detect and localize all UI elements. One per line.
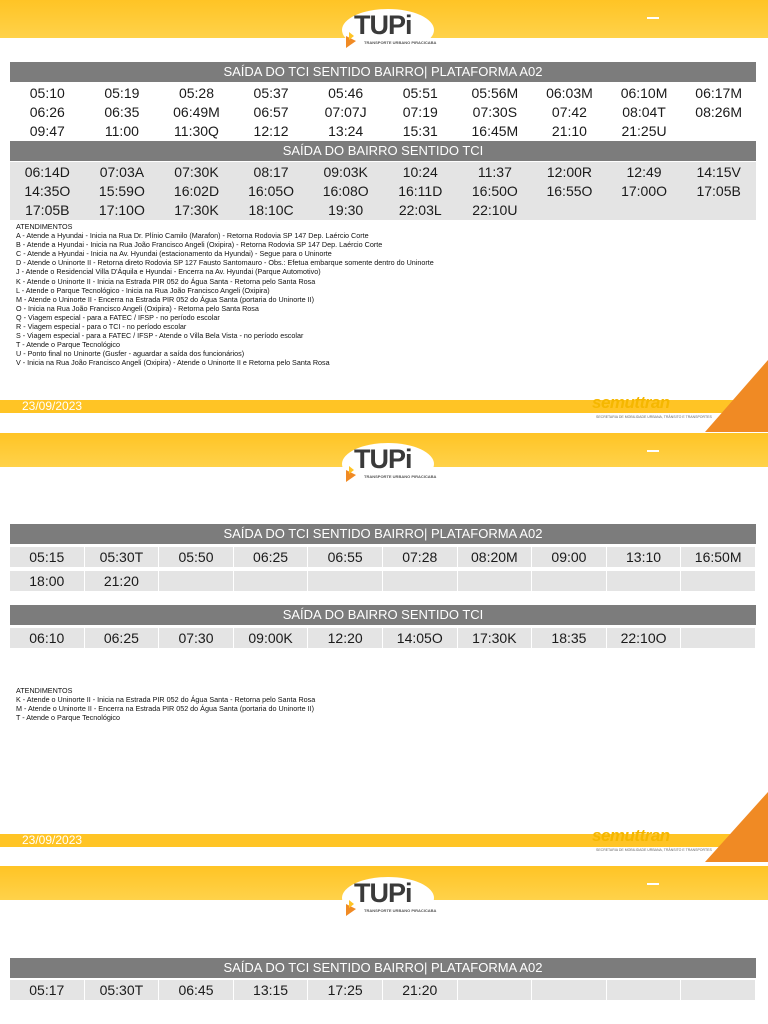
departure-time: 17:30K [174, 202, 219, 218]
note-line: J - Atende o Residencial Villa D'Áquila e Hyundai - Encerra na Av. Hyundai (Parque Automotivo) [16, 267, 321, 277]
departure-time: 08:17 [253, 164, 289, 180]
departure-time: 19:30 [328, 202, 364, 218]
departure-time: 07:19 [402, 104, 438, 120]
note-line: K - Atende o Uninorte II - Inicia na Estrada PIR 052 do Água Santa - Retorna pelo Santa Rosa [16, 276, 316, 286]
departure-time [234, 571, 309, 591]
departure-time: 12:12 [253, 123, 289, 139]
departure-time: 06:10 [10, 628, 85, 648]
departure-time: 18:35 [532, 628, 607, 648]
footer-date: 23/09/2023 [22, 399, 83, 413]
departure-time: 16:02D [173, 183, 220, 199]
departure-time: 14:15V [696, 164, 741, 180]
departure-time: 21:20 [85, 571, 160, 591]
departure-time: 05:15 [10, 547, 85, 567]
departure-time: 09:03K [323, 164, 368, 180]
departure-time: 05:28 [178, 85, 214, 101]
departure-time: 09:00K [234, 628, 309, 648]
departure-time: 06:25 [234, 547, 309, 567]
departure-time: 16:05O [248, 183, 295, 199]
departure-time: 07:28 [383, 547, 458, 567]
semuttran-tagline: SECRETARIA DE MOBILIDADE URBANA, TRÂNSITO E TRANSPORTES [596, 848, 712, 852]
header-dash [647, 450, 659, 452]
logo-text: TUPi [354, 10, 412, 40]
departure-time: 06:45 [159, 980, 234, 1000]
outbound-title: SAÍDA DO TCI SENTIDO BAIRRO| PLATAFORMA A02 [10, 62, 756, 82]
timetable-row [10, 200, 756, 220]
departure-time: 06:49M [173, 104, 220, 120]
departure-time [532, 571, 607, 591]
departure-time: 13:10 [607, 547, 682, 567]
semuttran-tagline: SECRETARIA DE MOBILIDADE URBANA, TRÂNSITO E TRANSPORTES [596, 415, 712, 419]
outbound-title: SAÍDA DO TCI SENTIDO BAIRRO| PLATAFORMA A02 [10, 524, 756, 544]
timetable-row [10, 102, 756, 122]
timetable-row [10, 980, 756, 1000]
departure-time: 18:10C [248, 202, 294, 218]
departure-time: 06:55 [308, 547, 383, 567]
departure-time: 14:35O [24, 183, 71, 199]
departure-time: 11:30Q [174, 123, 219, 139]
departure-time [532, 980, 607, 1000]
header-dash [647, 17, 659, 19]
departure-time: 07:42 [551, 104, 587, 120]
departure-time: 05:37 [253, 85, 289, 101]
departure-time: 16:50M [681, 547, 756, 567]
note-line: T - Atende o Parque Tecnológico [16, 713, 121, 723]
departure-time: 08:20M [458, 547, 533, 567]
timetable-row [10, 181, 756, 201]
departure-time: 06:17M [695, 85, 742, 101]
note-line: Q - Viagem especial - para a FATEC / IFSP - no período escolar [16, 312, 220, 322]
departure-time: 22:03L [398, 202, 442, 218]
departure-time: 14:05O [383, 628, 458, 648]
departure-time [681, 571, 756, 591]
departure-time: 06:26 [29, 104, 65, 120]
departure-time: 05:19 [104, 85, 140, 101]
departure-time [681, 121, 756, 141]
departure-time [607, 980, 682, 1000]
note-line: D - Atende o Uninorte II - Retorna direto Rodovia SP 127 Fausto Santomauro - Obs.: Efetua embarque somente dentro do Uninorte [16, 258, 434, 268]
semuttran-logo: semuttran [592, 393, 670, 412]
timetable-row [10, 547, 756, 567]
logo-tagline: TRANSPORTE URBANO PIRACICABA [364, 40, 437, 45]
departure-time: 05:50 [159, 547, 234, 567]
note-line: ATENDIMENTOS [16, 686, 73, 695]
timetable-row [10, 628, 756, 648]
departure-time: 10:24 [402, 164, 438, 180]
departure-time: 16:11D [398, 183, 443, 199]
departure-time: 11:37 [477, 164, 512, 180]
departure-time [383, 571, 458, 591]
orange-corner-icon [700, 360, 768, 432]
tupi-logo [340, 8, 436, 58]
note-line: M - Atende o Uninorte II - Encerra na Estrada PIR 052 do Água Santa (portaria do Uninorte II) [16, 704, 315, 714]
departure-time: 16:08O [322, 183, 369, 199]
departure-time: 05:10 [29, 85, 65, 101]
departure-time: 13:15 [234, 980, 309, 1000]
departure-time: 06:03M [546, 85, 593, 101]
departure-time: 06:14D [24, 164, 70, 180]
departure-time: 12:20 [308, 628, 383, 648]
timetable-row [10, 83, 756, 103]
notes [16, 686, 315, 722]
departure-time: 08:26M [695, 104, 742, 120]
departure-time: 05:46 [328, 85, 364, 101]
departure-time [532, 200, 607, 220]
note-line: M - Atende o Uninorte II - Encerra na Estrada PIR 052 do Água Santa (portaria do Uninorte II) [16, 294, 315, 304]
departure-time: 13:24 [328, 123, 364, 139]
departure-time: 07:30 [159, 628, 234, 648]
departure-time [681, 980, 756, 1000]
departure-time: 15:59O [98, 183, 145, 199]
departure-time: 21:20 [383, 980, 458, 1000]
departure-time: 21:10 [551, 123, 587, 139]
departure-time: 05:17 [10, 980, 85, 1000]
departure-time [458, 571, 533, 591]
departure-time: 17:05B [696, 183, 741, 199]
departure-time [458, 980, 533, 1000]
departure-time: 12:00R [546, 164, 593, 180]
departure-time: 22:10O [607, 628, 682, 648]
notes [16, 222, 434, 368]
departure-time: 16:50O [471, 183, 518, 199]
departure-time: 15:31 [402, 123, 438, 139]
outbound-title: SAÍDA DO TCI SENTIDO BAIRRO| PLATAFORMA A02 [10, 958, 756, 978]
departure-time: 18:00 [10, 571, 85, 591]
note-line: K - Atende o Uninorte II - Inicia na Estrada PIR 052 do Água Santa - Retorna pelo Santa Rosa [16, 695, 316, 705]
logo-tagline: TRANSPORTE URBANO PIRACICABA [364, 474, 437, 479]
departure-time: 06:35 [104, 104, 140, 120]
departure-time: 05:51 [402, 85, 438, 101]
timetable-row [10, 121, 756, 141]
note-line: B - Atende a Hyundai - Inicia na Rua João Francisco Angeli (Oxipira) - Retorna Rodovia SP 147 Dep. Laércio Corte [16, 240, 383, 250]
departure-time: 07:30S [472, 104, 518, 120]
departure-time: 11:00 [104, 123, 139, 139]
departure-time: 08:04T [622, 104, 666, 120]
departure-time: 22:10U [472, 202, 518, 218]
departure-time: 05:30T [85, 547, 160, 567]
departure-time [607, 571, 682, 591]
departure-time [159, 571, 234, 591]
inbound-title: SAÍDA DO BAIRRO SENTIDO TCI [10, 141, 756, 161]
departure-time: 17:10O [98, 202, 145, 218]
departure-time [681, 200, 756, 220]
logo-text: TUPi [354, 878, 412, 908]
departure-time: 09:47 [29, 123, 65, 139]
timetable-row [10, 571, 756, 591]
departure-time [681, 628, 756, 648]
inbound-title: SAÍDA DO BAIRRO SENTIDO TCI [10, 605, 756, 625]
footer-date: 23/09/2023 [22, 833, 83, 847]
note-line: T - Atende o Parque Tecnológico [16, 340, 121, 350]
header-dash [647, 883, 659, 885]
departure-time: 12:49 [626, 164, 662, 180]
semuttran-logo: semuttran [592, 826, 670, 845]
departure-time: 17:30K [458, 628, 533, 648]
departure-time: 16:45M [471, 123, 519, 139]
departure-time: 05:30T [85, 980, 160, 1000]
note-line: V - Inicia na Rua João Francisco Angeli (Oxipira) - Atende o Uninorte II e Retorna pelo Santa Rosa [16, 358, 330, 368]
tupi-logo [340, 442, 436, 492]
departure-time: 16:55O [546, 183, 593, 199]
departure-time: 06:10M [620, 85, 668, 101]
note-line: R - Viagem especial - para o TCI - no período escolar [16, 322, 187, 332]
departure-time: 06:57 [253, 104, 289, 120]
departure-time: 05:56M [471, 85, 519, 101]
departure-time: 09:00 [532, 547, 607, 567]
note-line: A - Atende a Hyundai - Inicia na Rua Dr. Plínio Camilo (Marafon) - Retorna Rodovia SP 147 Dep. Laércio Corte [16, 231, 369, 241]
timetable-row [10, 162, 756, 182]
logo-tagline: TRANSPORTE URBANO PIRACICABA [364, 908, 437, 913]
departure-time [607, 200, 682, 220]
note-line: L - Atende o Parque Tecnológico - Inicia na Rua João Francisco Angeli (Oxipira) [16, 285, 270, 295]
logo-text: TUPi [354, 444, 412, 474]
note-line: C - Atende a Hyundai - Inicia na Av. Hyundai (estacionamento da Hyundai) - Segue para o Uninorte [16, 249, 332, 259]
departure-time: 17:00O [621, 183, 668, 199]
departure-time: 21:25U [621, 123, 667, 139]
note-line: U - Ponto final no Uninorte (Gusfer - aguardar a saída dos funcionários) [16, 349, 245, 359]
departure-time: 07:30K [174, 164, 219, 180]
departure-time: 17:25 [308, 980, 383, 1000]
departure-time: 07:03A [99, 164, 145, 180]
note-line: O - Inicia na Rua João Francisco Angeli (Oxipira) - Retorna pelo Santa Rosa [16, 303, 259, 313]
departure-time: 07:07J [324, 104, 367, 120]
tupi-logo [340, 876, 436, 926]
departure-time: 06:25 [85, 628, 160, 648]
note-line: ATENDIMENTOS [16, 222, 73, 231]
note-line: S - Viagem especial - para a FATEC / IFSP - Atende o Villa Bela Vista - no período escolar [16, 331, 304, 341]
orange-corner-icon [700, 792, 768, 862]
departure-time: 17:05B [25, 202, 70, 218]
departure-time [308, 571, 383, 591]
